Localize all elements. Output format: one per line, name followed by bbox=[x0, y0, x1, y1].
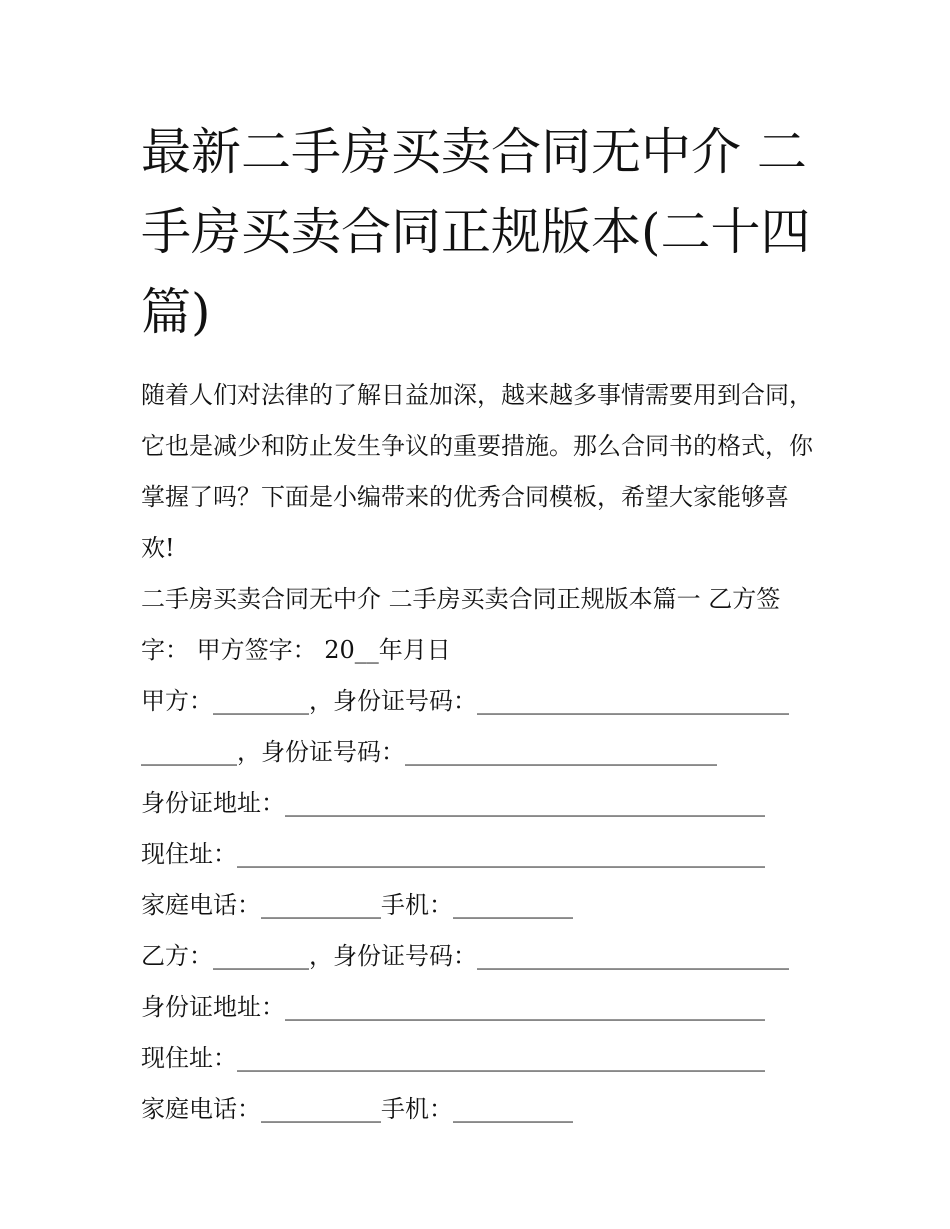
intro-paragraph: 随着人们对法律的了解日益加深，越来越多事情需要用到合同，它也是减少和防止发生争议的重要措施。那么合同书的格式，你掌握了吗？下面是小编带来的优秀合同模板，希望大家能够喜欢! bbox=[141, 381, 813, 562]
party-b-phone-line: 家庭电话：__________手机：__________ bbox=[141, 1095, 573, 1123]
party-a-second-name-id-line: ________，身份证号码：__________________________ bbox=[141, 738, 717, 766]
party-a-current-address-line: 现住址：____________________________________________ bbox=[141, 840, 765, 868]
party-b-current-address-line: 现住址：____________________________________________ bbox=[141, 1044, 765, 1072]
document-title: 最新二手房买卖合同无中介 二手房买卖合同正规版本(二十四篇) bbox=[141, 123, 811, 341]
party-b-name-id-line: 乙方：________，身份证号码：__________________________ bbox=[141, 942, 789, 970]
section-heading: 二手房买卖合同无中介 二手房买卖合同正规版本篇一 乙方签字： 甲方签字： 20__年月日 bbox=[141, 585, 781, 664]
party-a-name-id-line: 甲方：________，身份证号码：__________________________ bbox=[141, 687, 789, 715]
party-b-id-address-line: 身份证地址：________________________________________ bbox=[141, 993, 765, 1021]
party-a-id-address-line: 身份证地址：________________________________________ bbox=[141, 789, 765, 817]
document-page bbox=[141, 112, 813, 1135]
party-a-phone-line: 家庭电话：__________手机：__________ bbox=[141, 891, 573, 919]
